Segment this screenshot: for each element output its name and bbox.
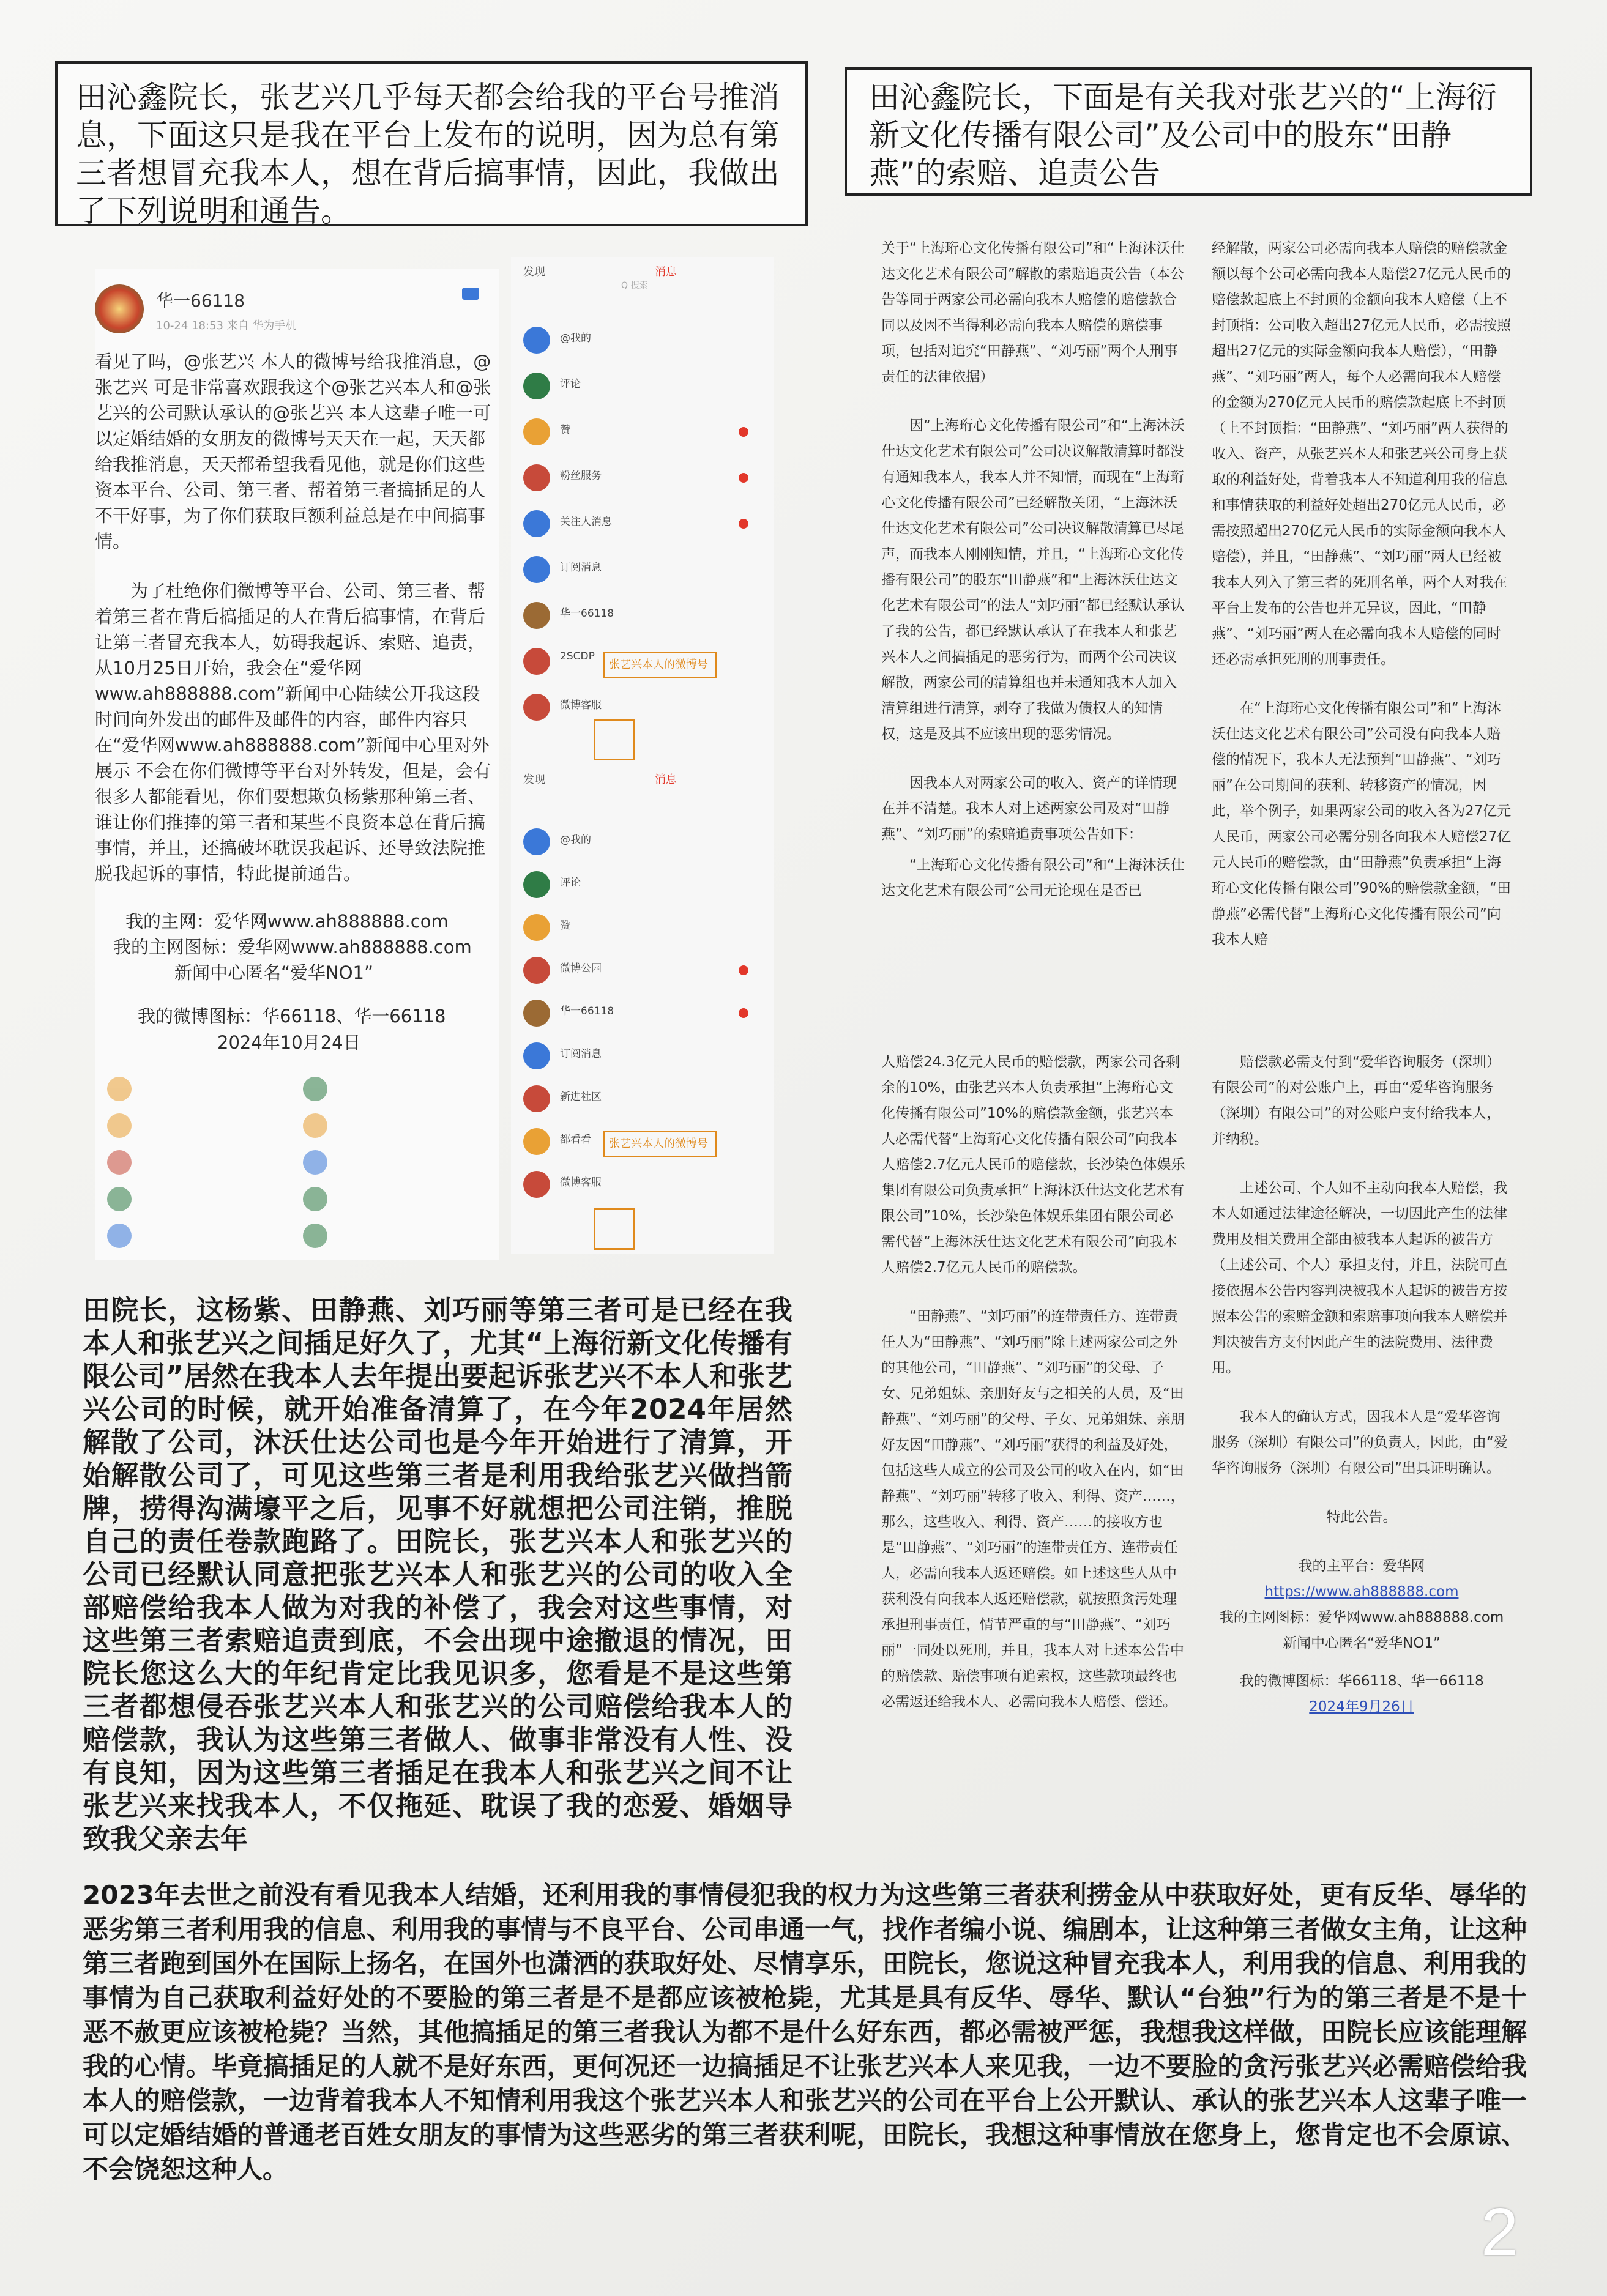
notice-column-1: [881, 236, 1187, 927]
phone-row-like[interactable]: 赞: [523, 416, 756, 453]
highlight-avatar-2: [594, 1208, 635, 1250]
letter-body-full: 2023年去世之前没有看见我本人结婚，还利用我的事情侵犯我的权力为这些第三者获利捞金从中获取好处，更有反华、辱华的恶劣第三者利用我的信息、利用我的事情与不良平台、公司串通一气，找作者编小说、编剧本，让这种第三者做女主角，让这种第三者跑到国外在国际上扬名，在国外也潇洒的获取好处、尽情享乐，田院长，您说这种冒充我本人，利用我的信息、利用我的事情为自己获取利益好处的不要脸的第三者是不是都应该被枪毙，尤其是具有反华、辱华、默认“台独”行为的第三者是不是十恶不赦更应该被枪毙？当然，其他搞插足的第三者我认为都不是什么好东西，都必需被严惩，我想我这样做，田院长应该能理解我的心情。毕竟搞插足的人就不是好东西，更何况还一边搞插足不让张艺兴本人来见我，一边不要脸的贪污张艺兴必需赔偿给我本人的赔偿款，一边背着我本人不知情利用我这个张艺兴本人和张艺兴的公司在平台上公开默认、承认的张艺兴本人这辈子唯一可以定婚结婚的普通老百姓女朋友的事情为这些恶劣的第三者获利呢，田院长，我想这种事情放在您身上，您肯定也不会原谅、不会饶恕这种人。: [83, 1880, 1527, 2184]
notice-site-url[interactable]: https://www.ah888888.com: [1264, 1584, 1459, 1600]
notice-paragraph: 我本人的确认方式，因我本人是“爱华咨询服务（深圳）有限公司”的负责人，因此，由“爱华咨询服务（深圳）有限公司”出具证明确认。: [1212, 1409, 1508, 1476]
phone-row-user[interactable]: 华一66118: [523, 600, 756, 636]
phone-row2-mention[interactable]: @我的: [523, 826, 756, 863]
phone-row-subscribe[interactable]: 订阅消息: [523, 554, 756, 590]
tab-follow[interactable]: 发现: [523, 266, 545, 278]
weibo-nick: 我的微博图标：华66118、华一66118: [138, 1006, 446, 1027]
notice-paragraph: 经解散，两家公司必需向我本人赔偿的赔偿款金额以每个公司必需向我本人赔偿27亿元人民币的赔偿款起底上不封顶的金额向我本人赔偿（上不封顶指：公司收入超出27亿元人民币，必需按照超出27亿元的实际金额向我本人赔偿），“田静燕”、“刘巧丽”两人，每个人必需向我本人赔偿的金额为270亿元人民币的赔偿款起底上不封顶（上不封顶指：“田静燕”、“刘巧丽”两人获得的收入、资产，从张艺兴本人和张艺兴公司身上获取的利益好处，背着我本人不知道利用我的信息和事情获取的利益好处超出270亿元人民币，必需按照超出270亿元人民币的实际金额向我本人赔偿），并且，“田静燕”、“刘巧丽”两人已经被我本人列入了第三者的死刑名单，两个人对我在平台上发布的公告也并无异议，因此，“田静燕”、“刘巧丽”两人在必需向我本人赔偿的同时还必需承担死刑的刑事责任。: [1212, 240, 1512, 667]
tab-messages[interactable]: 消息: [655, 266, 677, 278]
weibo-para-1: 看见了吗，@张艺兴 本人的微博号给我推消息，@张艺兴 可是非常喜欢跟我这个@张艺兴本人和@张艺兴的公司默认承认的@张艺兴 本人这辈子唯一可以定婚结婚的女朋友的微博号天天在一起，天天都给我推消息，天天都希望我看见他，就是你们这些资本平台、公司、第三者、帮着第三者搞插足的人不干好事，为了你们获取巨额利益总是在中间搞事情。: [95, 351, 491, 552]
notice-news: 新闻中心匿名“爱华NO1”: [1283, 1635, 1441, 1651]
phone-row-fans[interactable]: 粉丝服务: [523, 462, 756, 499]
weibo-site-1: 我的主网：爱华网www.ah888888.com: [125, 911, 449, 932]
notice-main-site: 我的主网图标：爱华网www.ah888888.com: [1219, 1610, 1504, 1625]
notice-column-2: [1212, 236, 1512, 976]
phone-tabbar-second: 发现 消息: [523, 773, 677, 786]
phone-row2-subscribe[interactable]: 订阅消息: [523, 1040, 756, 1077]
weibo-post-screenshot: [95, 269, 499, 1260]
notice-column-3: [881, 1049, 1187, 1738]
letter-body-column: 田院长，这杨紫、田静燕、刘巧丽等第三者可是已经在我本人和张艺兴之间插足好久了，尤其“上海衍新文化传播有限公司”居然在我本人去年提出要起诉张艺兴不本人和张艺兴公司的时候，就开始准备清算了，在今年2024年居然解散了公司，沐沃仕达公司也是今年开始进行了清算，开始解散公司了，可见这些第三者是利用我给张艺兴做挡箭牌，捞得沟满壕平之后，见事不好就想把公司注销，推脱自己的责任卷款跑路了。田院长，张艺兴本人和张艺兴的公司已经默认同意把张艺兴本人和张艺兴的公司的收入全部赔偿给我本人做为对我的补偿了，我会对这些事情，对这些第三者索赔追责到底，不会出现中途撤退的情况，田院长您这么大的年纪肯定比我见识多，您看是不是这些第三者都想侵吞张艺兴本人和张艺兴的公司赔偿给我本人的赔偿款，我认为这些第三者做人、做事非常没有人性、没有良知，因为这些第三者插足在我本人和张艺兴之间不让张艺兴来找我本人，不仅拖延、耽误了我的恋爱、婚姻导致我父亲去年: [83, 1294, 792, 1855]
phone-row2-user[interactable]: 华一66118: [523, 997, 756, 1034]
faded-icon-grid: [95, 1064, 499, 1248]
phone-row2-community[interactable]: 新进社区: [523, 1083, 756, 1120]
highlight-label-2: 张艺兴本人的微博号: [609, 1137, 708, 1150]
phone-row2-service[interactable]: 微博客服: [523, 1168, 756, 1205]
phone-row-service[interactable]: 微博客服: [523, 691, 756, 728]
notice-paragraph: 关于“上海珩心文化传播有限公司”和“上海沐沃仕达文化艺术有限公司”解散的索赔追责公告（本公告等同于两家公司必需向我本人赔偿的赔偿款合同以及因不当得利必需向我本人赔偿的赔偿事项，包括对追究“田静燕”、“刘巧丽”两个人刑事责任的法律依据）: [881, 240, 1185, 385]
notice-paragraph: 赔偿款必需支付到“爱华咨询服务（深圳）有限公司”的对公账户上，再由“爱华咨询服务（深圳）有限公司”的对公账户支付给我本人，并纳税。: [1212, 1054, 1501, 1147]
page-number: 2: [1481, 2194, 1519, 2270]
phone-message-screenshot: [511, 257, 774, 1254]
phone-search[interactable]: Q 搜索: [621, 281, 648, 291]
phone-row-follow-msg[interactable]: 关注人消息: [523, 508, 756, 544]
notice-paragraph: 上述公司、个人如不主动向我本人赔偿，我本人如通过法律途径解决，一切因此产生的法律费用及相关费用全部由被我本人起诉的被告方（上述公司、个人）承担支付，并且，法院可直接依据本公告内容判决被我本人起诉的被告方按照本公告的索赔金额和索赔事项向我本人赔偿并判决被告方支付因此产生的法院费用、法律费用。: [1212, 1180, 1507, 1376]
weibo-meta: 10-24 18:53 来自 华为手机: [156, 319, 297, 332]
weibo-date: 2024年10月24日: [217, 1032, 361, 1053]
notice-paragraph: 人赔偿24.3亿元人民币的赔偿款，两家公司各剩余的10%，由张艺兴本人负责承担“上海珩心文化传播有限公司”10%的赔偿款金额，张艺兴本人必需代替“上海珩心文化传播有限公司”向我本人赔偿2.7亿元人民币的赔偿款，长沙染色体娱乐集团有限公司负责承担“上海沐沃仕达文化艺术有限公司”10%，长沙染色体娱乐集团有限公司必需代替“上海沐沃仕达文化艺术有限公司”向我本人赔偿2.7亿元人民币的赔偿款。: [881, 1054, 1185, 1276]
phone-row-comment[interactable]: 评论: [523, 370, 756, 407]
verified-badge-icon: [462, 288, 479, 300]
weibo-username: 华一66118: [156, 291, 245, 311]
notice-site-label: 我的主平台：爱华网: [1298, 1558, 1425, 1574]
intro-right-text: 田沁鑫院长，下面是有关我对张艺兴的“上海衍新文化传播有限公司”及公司中的股东“田静燕”的索赔、追责公告: [869, 80, 1497, 191]
phone-row2-comment[interactable]: 评论: [523, 869, 756, 905]
notice-special: 特此公告。: [1326, 1509, 1397, 1525]
phone-row2-watch[interactable]: 都看看: [523, 1126, 756, 1162]
weibo-para-2: 为了杜绝你们微博等平台、公司、第三者、帮着第三者在背后搞插足的人在背后搞事情，在背后让第三者冒充我本人，妨碍我起诉、索赔、追责，从10月25日开始，我会在“爱华网www.ah888888.com”新闻中心陆续公开我这段时间向外发出的邮件及邮件的内容，邮件内容只在“爱华网www.ah888888.com”新闻中心里对外展示 不会在你们微博等平台对外转发，但是，会有很多人都能看见，你们要想欺负杨紫那种第三者、谁让你们推捧的第三者和某些不良资本总在背后搞事情，并且，还搞破坏耽误我起诉、还导致法院推脱我起诉的事情，特此提前通告。: [95, 581, 491, 884]
phone-row-2scdp[interactable]: 2SCDP: [523, 645, 756, 682]
intro-box-right: [845, 67, 1532, 196]
notice-column-4: [1212, 1049, 1512, 1743]
notice-paragraph: 因我本人对两家公司的收入、资产的详情现在并不清楚。我本人对上述两家公司及对“田静燕”、“刘巧丽”的索赔追责事项公告如下：: [881, 775, 1177, 842]
notice-paragraph: 因“上海珩心文化传播有限公司”和“上海沐沃仕达文化艺术有限公司”公司决议解散清算时都没有通知我本人，我本人并不知情，而现在“上海珩心文化传播有限公司”已经解散关闭，“上海沐沃仕达文化艺术有限公司”公司决议解散清算已尽尾声，而我本人刚刚知情，并且，“上海珩心文化传播有限公司”的股东“田静燕”和“上海沐沃仕达文化艺术有限公司”的法人“刘巧丽”都已经默认承认了我的公告，都已经默认承认了在我本人和张艺兴本人之间搞插足的恶劣行为，而两个公司决议解散，两家公司的清算组也并未通知我本人加入清算组进行清算，剥夺了我做为债权人的知情权，这是及其不应该出现的恶劣情况。: [881, 418, 1185, 742]
weibo-site-3: 新闻中心匿名“爱华NO1”: [174, 962, 374, 983]
intro-left-text: 田沁鑫院长，张艺兴几乎每天都会给我的平台号推消息，下面这只是我在平台上发布的说明，因为总有第三者想冒充我本人，想在背后搞事情，因此，我做出了下列说明和通告。: [76, 80, 780, 229]
phone-row2-park[interactable]: 微博公园: [523, 954, 756, 991]
intro-box-left: [55, 61, 808, 229]
notice-paragraph: 在“上海珩心文化传播有限公司”和“上海沐沃仕达文化艺术有限公司”公司没有向我本人赔偿的情况下，我本人无法预判“田静燕”、“刘巧丽”在公司期间的获利、转移资产的情况，因此，举个例子，如果两家公司的收入各为27亿元人民币，两家公司必需分别各向我本人赔偿27亿元人民币的赔偿款，由“田静燕”负责承担“上海珩心文化传播有限公司”90%的赔偿款金额，“田静燕”必需代替“上海珩心文化传播有限公司”向我本人赔: [1212, 700, 1512, 948]
highlight-label-1: 张艺兴本人的微博号: [609, 658, 708, 671]
phone-tabbar-top: [511, 257, 774, 294]
notice-date: 2024年9月26日: [1309, 1699, 1414, 1715]
highlight-avatar-1: [594, 719, 635, 760]
phone-row-mention[interactable]: @我的: [523, 324, 756, 361]
notice-paragraph: “上海珩心文化传播有限公司”和“上海沐沃仕达文化艺术有限公司”公司无论现在是否已: [881, 857, 1185, 899]
avatar: [95, 284, 144, 333]
phone-row2-like[interactable]: 赞: [523, 912, 756, 948]
weibo-site-2: 我的主网图标：爱华网www.ah888888.com: [113, 937, 472, 957]
notice-weibo: 我的微博图标：华66118、华一66118: [1239, 1673, 1484, 1689]
notice-paragraph: “田静燕”、“刘巧丽”的连带责任方、连带责任人为“田静燕”、“刘巧丽”除上述两家公司之外的其他公司，“田静燕”、“刘巧丽”的父母、子女、兄弟姐妹、亲朋好友与之相关的人员，及“田静燕”、“刘巧丽”的父母、子女、兄弟姐妹、亲朋好友因“田静燕”、“刘巧丽”获得的利益及好处，包括这些人成立的公司及公司的收入在内，如“田静燕”、“刘巧丽”转移了收入、利得、资产……，那么，这些收入、利得、资产……的接收方也是“田静燕”、“刘巧丽”的连带责任方、连带责任人，必需向我本人返还赔偿。如上述这些人从中获利没有向我本人返还赔偿款，就按照贪污处理承担刑事责任，情节严重的与“田静燕”、“刘巧丽”一同处以死刑，并且，我本人对上述本公告中的赔偿款、赔偿事项有追索权，这些款项最终也必需返还给我本人、必需向我本人赔偿、偿还。: [881, 1309, 1185, 1710]
